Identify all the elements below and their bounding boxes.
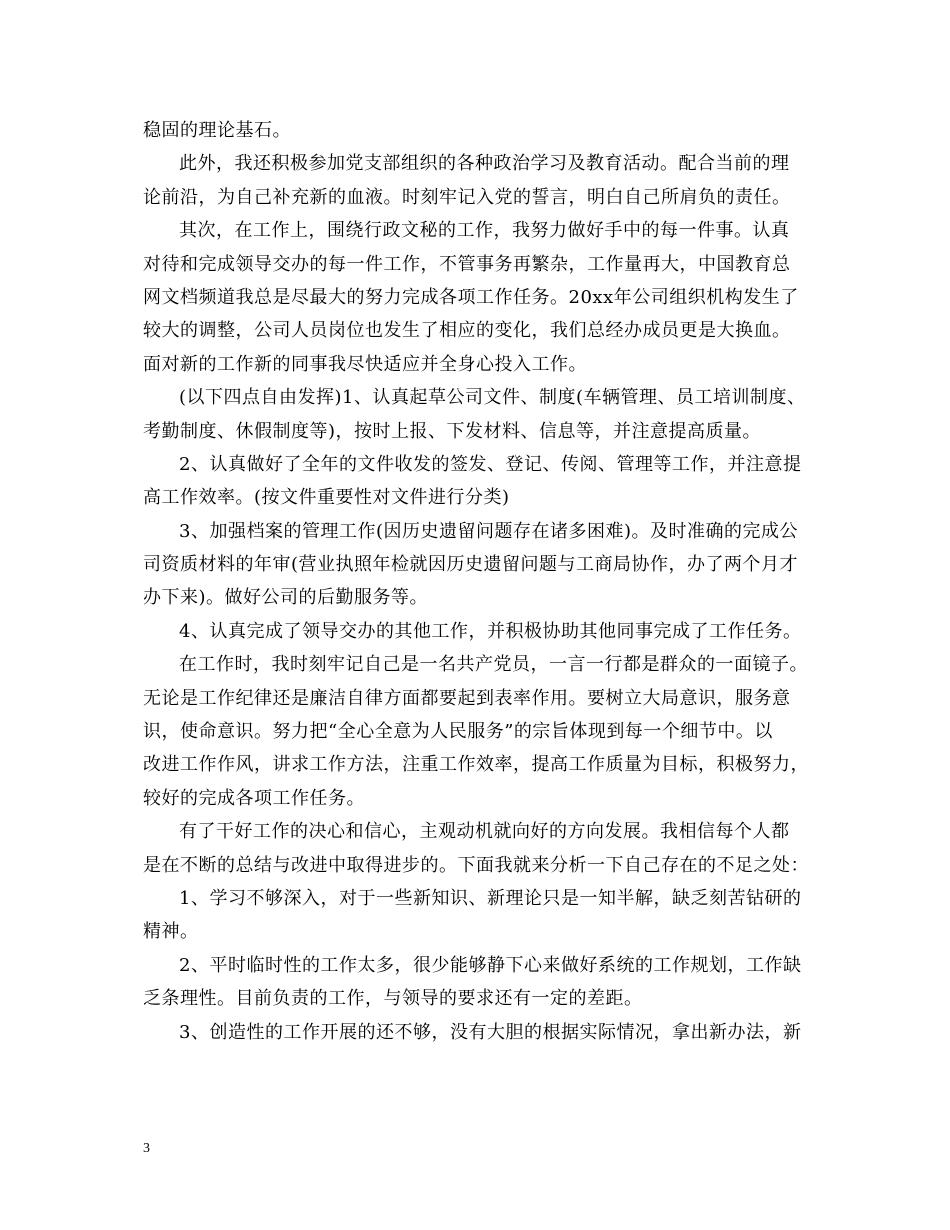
text-line: 精神。: [143, 921, 199, 943]
text-line: 办下来)。做好公司的后勤服务等。: [143, 587, 429, 609]
text-line: 司资质材料的年审(营业执照年检就因历史遗留问题与工商局协作，办了两个月才: [143, 554, 799, 576]
text-line: 1、学习不够深入，对于一些新知识、新理论只是一知半解，缺乏刻苦钻研的: [179, 887, 802, 909]
text-line: 在工作时，我时刻牢记自己是一名共产党员，一言一行都是群众的一面镜子。: [179, 654, 808, 676]
text-line: 2、平时临时性的工作太多，很少能够静下心来做好系统的工作规划，工作缺: [179, 954, 802, 976]
text-line: (以下四点自由发挥)1、认真起草公司文件、制度(车辆管理、员工培训制度、: [179, 387, 806, 409]
body-text: [143, 114, 813, 1049]
text-line: 此外，我还积极参加党支部组织的各种政治学习及教育活动。配合当前的理: [179, 153, 790, 175]
text-line: 改进工作作风，讲求工作方法，注重工作效率，提高工作质量为目标，积极努力，: [143, 754, 809, 776]
text-line: 2、认真做好了全年的文件收发的签发、登记、传阅、管理等工作，并注意提: [179, 453, 802, 475]
page-number: 3: [143, 1141, 150, 1156]
text-line: 其次，在工作上，围绕行政文秘的工作，我努力做好手中的每一件事。认真: [179, 220, 790, 242]
text-line: 4、认真完成了领导交办的其他工作，并积极协助其他同事完成了工作任务。: [179, 620, 802, 642]
text-line: 识，使命意识。努力把“全心全意为人民服务”的宗旨体现到每一个细节中。以: [143, 721, 773, 743]
text-line: 较大的调整，公司人员岗位也发生了相应的变化，我们总经办成员更是大换血。: [143, 320, 791, 342]
text-line: 对待和完成领导交办的每一件工作，不管事务再繁杂，工作量再大，中国教育总: [143, 253, 791, 275]
text-line: 稳固的理论基石。: [143, 120, 291, 141]
text-line: 论前沿，为自己补充新的血液。时刻牢记入党的誓言，明白自己所肩负的责任。: [143, 186, 791, 208]
text-line: 乏条理性。目前负责的工作，与领导的要求还有一定的差距。: [143, 988, 643, 1010]
text-line: 网文档频道我总是尽最大的努力完成各项工作任务。20xx年公司组织机构发生了: [143, 286, 799, 308]
text-line: 高工作效率。(按文件重要性对文件进行分类): [143, 487, 510, 509]
text-line: 考勤制度、休假制度等)，按时上报、下发材料、信息等，并注意提高质量。: [143, 420, 762, 442]
text-line: 有了干好工作的决心和信心，主观动机就向好的方向发展。我相信每个人都: [179, 821, 790, 843]
text-line: 3、加强档案的管理工作(因历史遗留问题存在诸多困难)。及时准确的完成公: [179, 520, 798, 542]
text-line: 是在不断的总结与改进中取得进步的。下面我就来分析一下自己存在的不足之处：: [143, 854, 809, 876]
text-line: 较好的完成各项工作任务。: [143, 787, 365, 809]
text-line: 3、创造性的工作开展的还不够，没有大胆的根据实际情况，拿出新办法，新: [179, 1021, 802, 1043]
text-line: 无论是工作纪律还是廉洁自律方面都要起到表率作用。要树立大局意识，服务意: [143, 687, 791, 709]
text-line: 面对新的工作新的同事我尽快适应并全身心投入工作。: [143, 353, 587, 375]
